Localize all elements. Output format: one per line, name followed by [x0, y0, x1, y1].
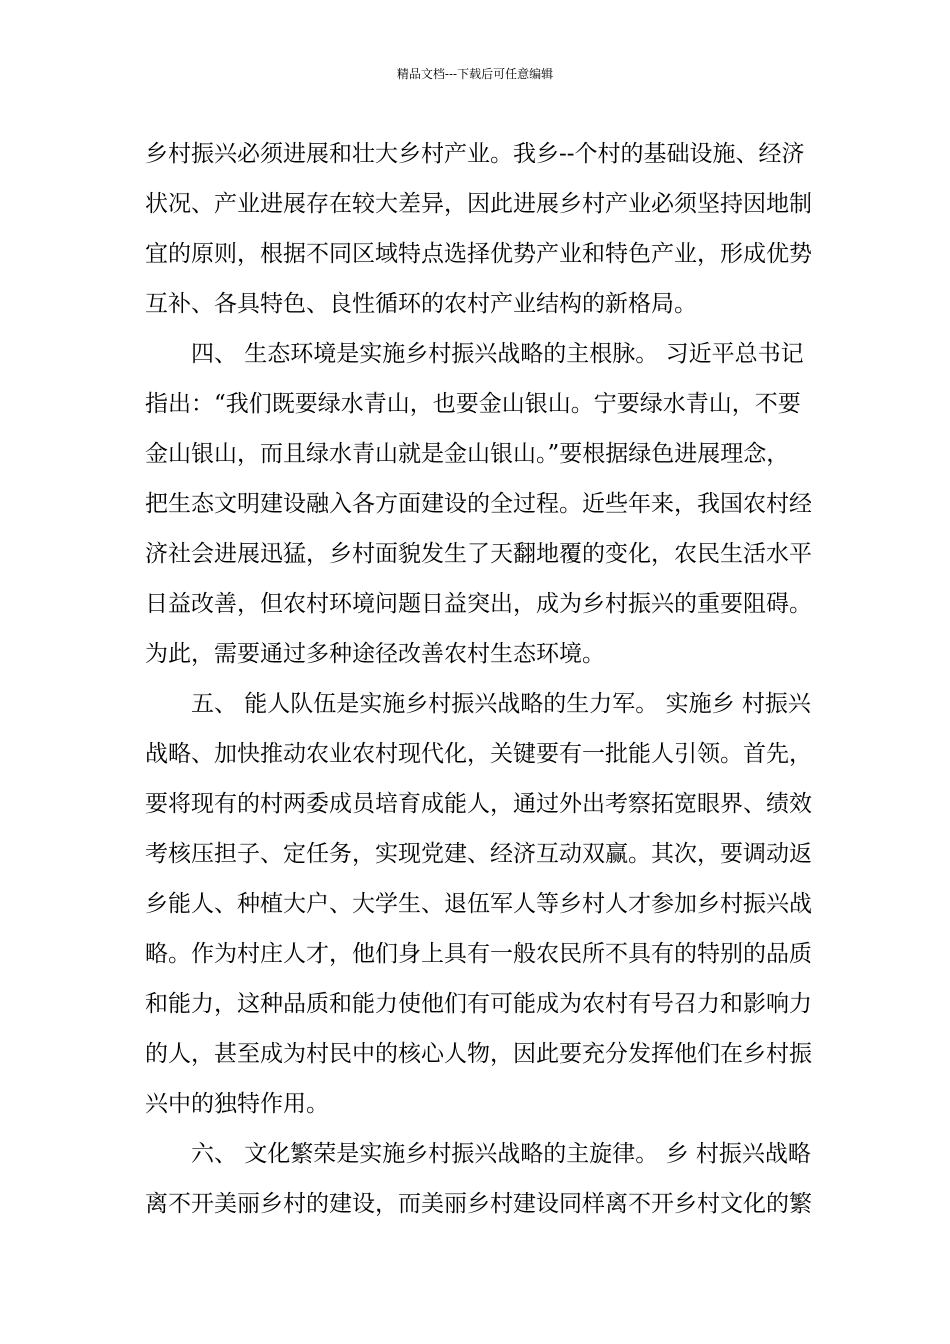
text-line: 互补、各具特色、良性循环的农村产业结构的新格局。: [145, 291, 697, 317]
text-line: 要将现有的村两委成员培育成能人，通过外出考察拓宽眼界、绩效: [145, 791, 812, 817]
text-line: 战略、加快推动农业农村现代化，关键要有一批能人引领。首先，: [145, 741, 812, 767]
text-line: 宜的原则，根据不同区域特点选择优势产业和特色产业，形成优势: [145, 241, 812, 267]
text-line: 状况、产业进展存在较大差异，因此进展乡村产业必须坚持因地制: [145, 191, 812, 217]
text-line: 考核压担子、定任务，实现党建、经济互动双赢。其次，要调动返: [145, 841, 812, 867]
section-heading-line: 五、 能人队伍是实施乡村振兴战略的生力军。 实施乡 村振兴: [191, 691, 811, 717]
document-body: [145, 129, 815, 1229]
text-line: 乡能人、种植大户、大学生、退伍军人等乡村人才参加乡村振兴战: [145, 891, 812, 917]
text-line: 的人，甚至成为村民中的核心人物，因此要充分发挥他们在乡村振: [145, 1041, 812, 1067]
text-line: 为此，需要通过多种途径改善农村生态环境。: [145, 641, 605, 667]
text-line: 乡村振兴必须进展和壮大乡村产业。我乡--个村的基础设施、经济: [145, 141, 805, 167]
text-line: 离不开美丽乡村的建设，而美丽乡村建设同样离不开乡村文化的繁: [145, 1191, 812, 1217]
text-line: 和能力，这种品质和能力使他们有可能成为农村有号召力和影响力: [145, 991, 812, 1017]
page-header: 精品文档---下载后可任意编辑: [396, 67, 554, 81]
text-line: 兴中的独特作用。: [145, 1091, 329, 1117]
text-line: 金山银山，而且绿水青山就是金山银山。”要根据绿色进展理念，: [145, 441, 790, 467]
text-line: 济社会进展迅猛，乡村面貌发生了天翻地覆的变化，农民生活水平: [145, 541, 812, 567]
text-line: 日益改善，但农村环境问题日益突出，成为乡村振兴的重要阻碍。: [145, 591, 812, 617]
section-heading-line: 六、 文化繁荣是实施乡村振兴战略的主旋律。 乡 村振兴战略: [191, 1141, 811, 1167]
text-line: 指出：“我们既要绿水青山，也要金山银山。宁要绿水青山，不要: [145, 391, 801, 417]
text-line: 把生态文明建设融入各方面建设的全过程。近些年来，我国农村经: [145, 491, 812, 517]
section-heading-line: 四、 生态环境是实施乡村振兴战略的主根脉。 习近平总书记: [191, 341, 804, 367]
text-line: 略。作为村庄人才，他们身上具有一般农民所不具有的特别的品质: [145, 941, 812, 967]
